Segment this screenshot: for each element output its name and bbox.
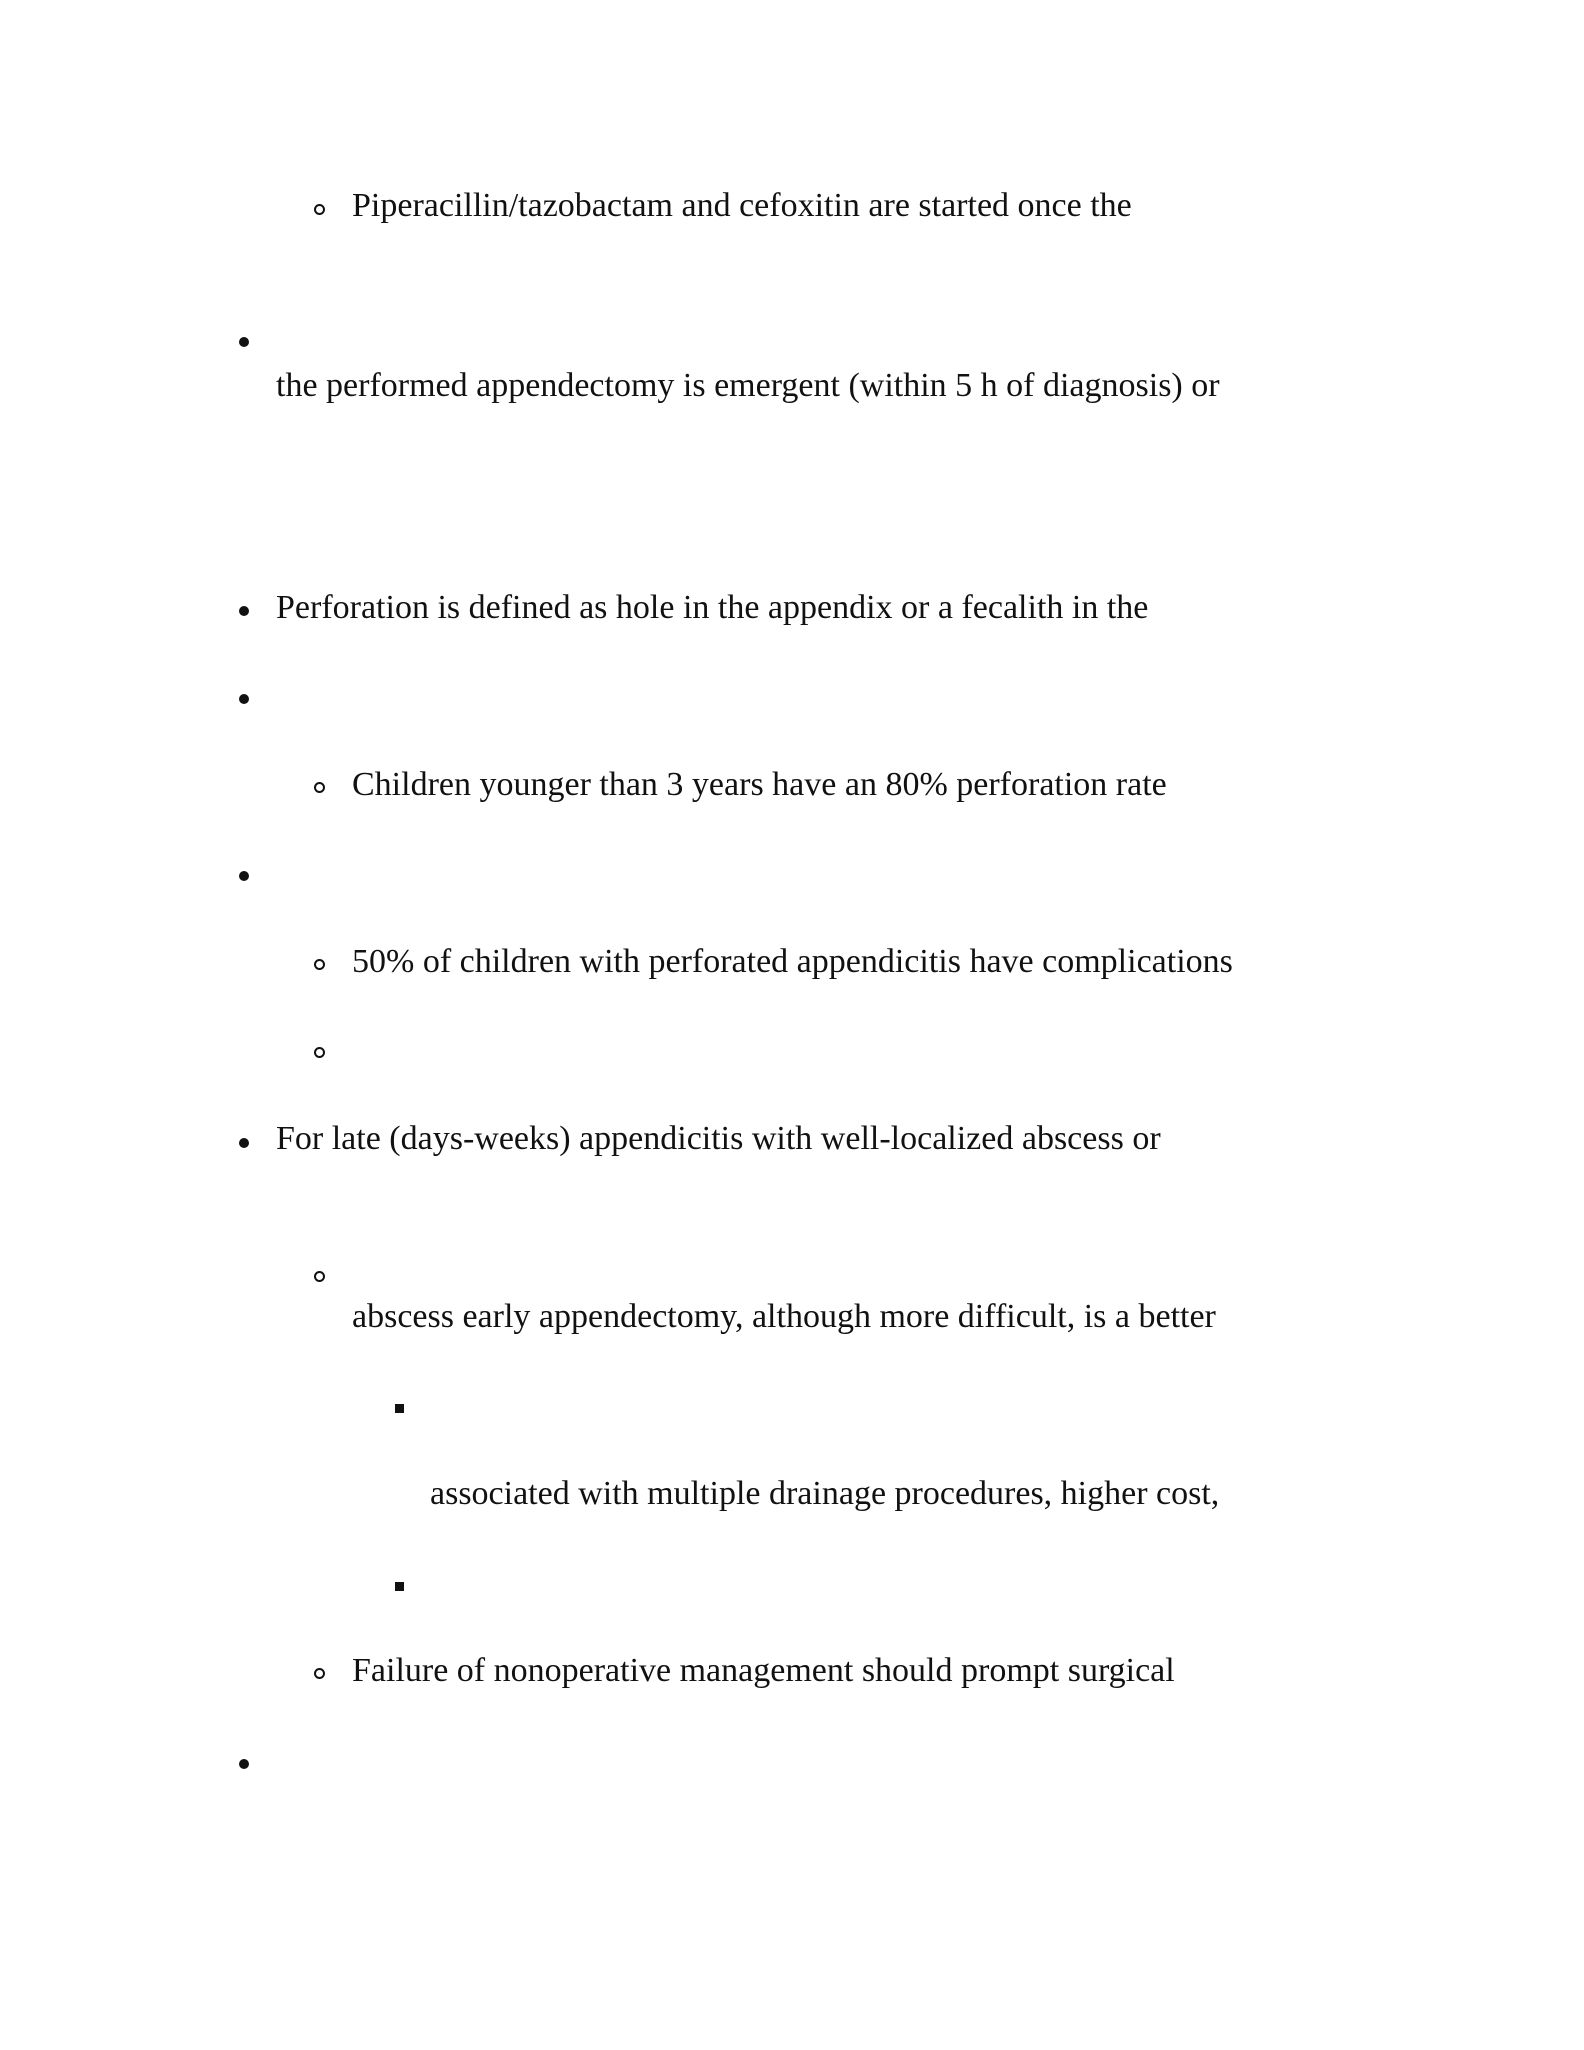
bullet-disc-icon: [239, 1138, 249, 1148]
list-item-text: abscess early appendectomy, although more difficult, is a better: [352, 1298, 1216, 1335]
list-item-text: Piperacillin/tazobactam and cefoxitin are started once the: [352, 187, 1132, 224]
list-item-text: Children younger than 3 years have an 80% perforation rate: [352, 766, 1167, 803]
bullet-square-icon: [395, 1582, 404, 1591]
bullet-disc-icon: [239, 606, 249, 616]
bullet-circle-icon: [314, 1047, 325, 1058]
bullet-square-icon: [395, 1404, 404, 1413]
list-item-text: associated with multiple drainage procedures, higher cost,: [430, 1475, 1220, 1512]
bullet-circle-icon: [314, 959, 325, 970]
bullet-disc-icon: [239, 1759, 249, 1769]
bullet-disc-icon: [239, 871, 249, 881]
bullet-circle-icon: [314, 204, 325, 215]
bullet-disc-icon: [239, 337, 249, 347]
list-item-text: Failure of nonoperative management should prompt surgical: [352, 1652, 1175, 1689]
bullet-circle-icon: [314, 1668, 325, 1679]
bullet-disc-icon: [239, 694, 249, 704]
list-item-text: the performed appendectomy is emergent (within 5 h of diagnosis) or: [276, 367, 1220, 404]
bullet-circle-icon: [314, 782, 325, 793]
list-item-text: For late (days-weeks) appendicitis with well-localized abscess or: [276, 1120, 1161, 1157]
list-item-text: 50% of children with perforated appendicitis have complications: [352, 943, 1233, 980]
bullet-circle-icon: [314, 1271, 325, 1282]
list-item-text: Perforation is defined as hole in the appendix or a fecalith in the: [276, 589, 1149, 626]
